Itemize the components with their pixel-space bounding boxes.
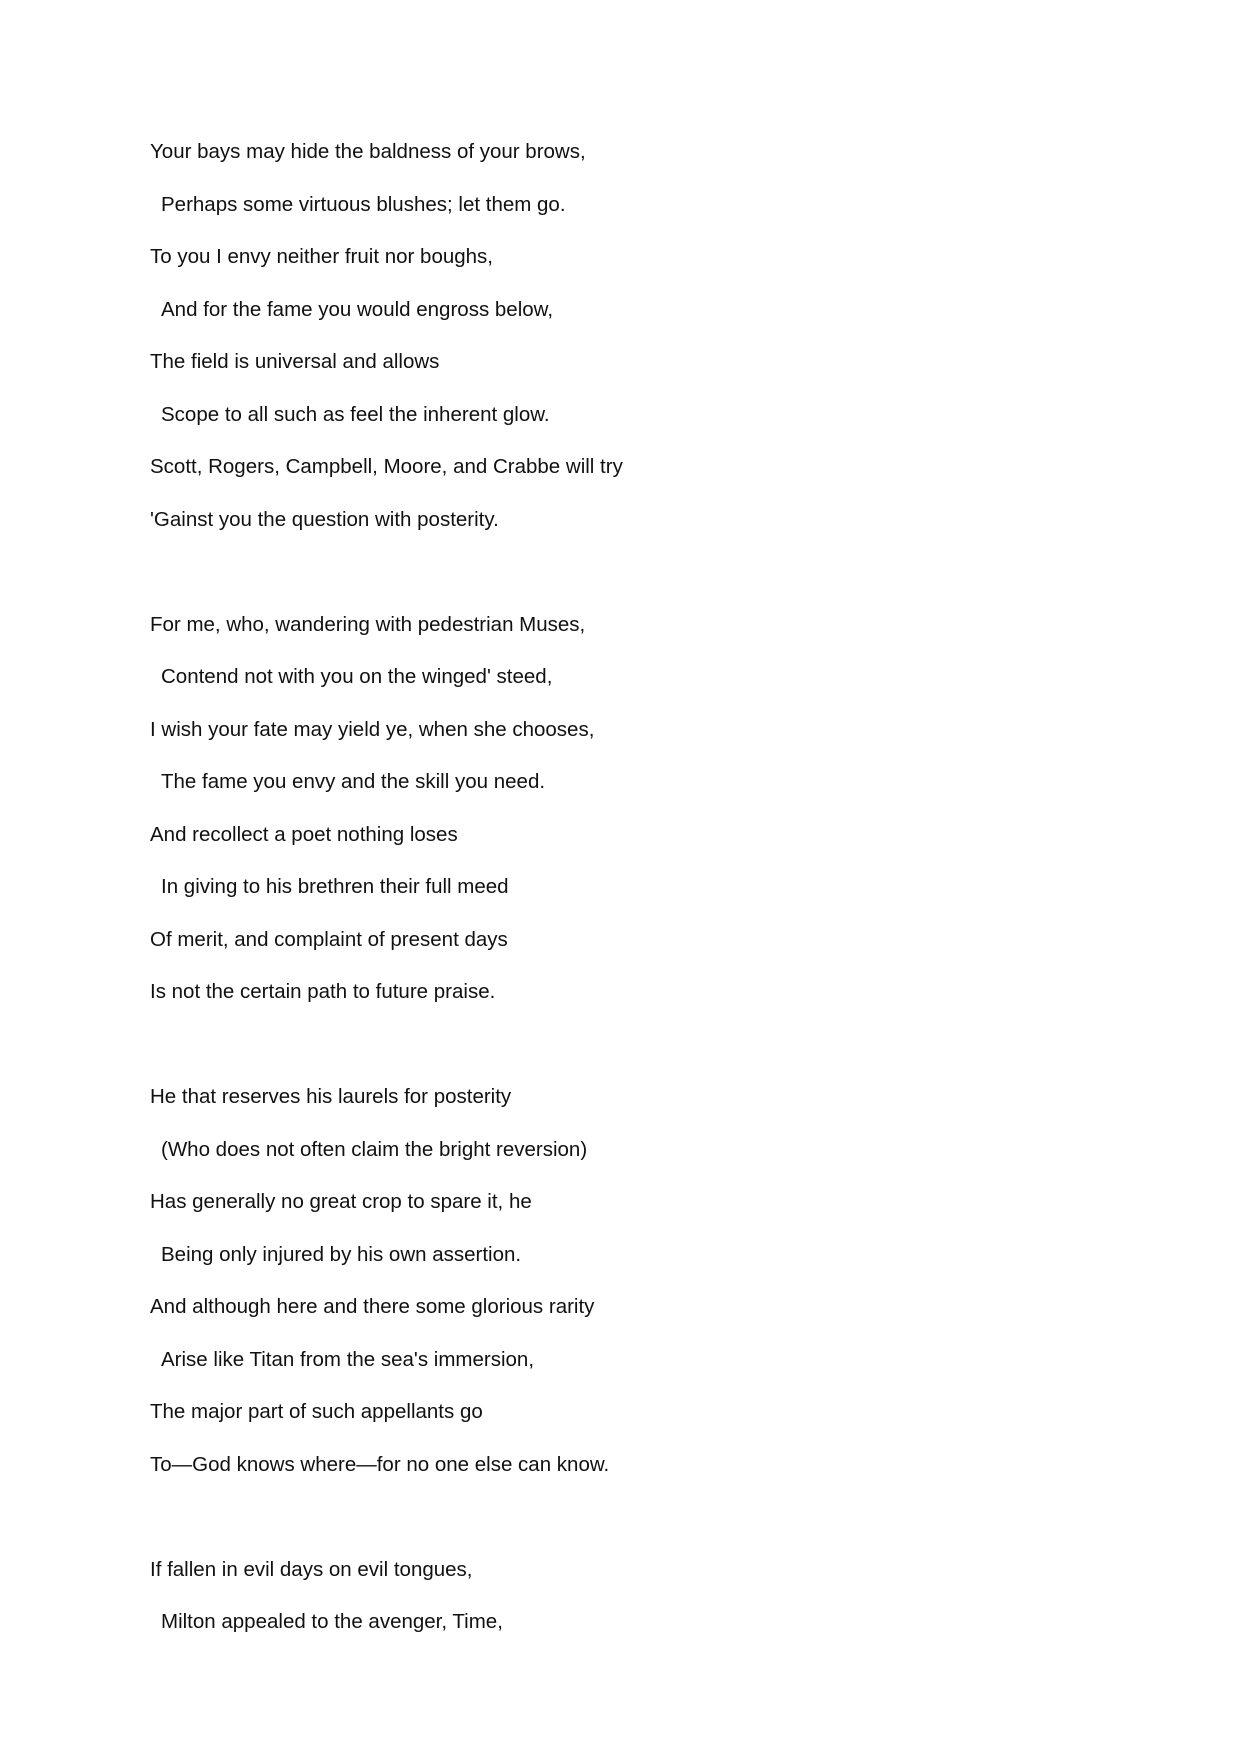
poem-line: For me, who, wandering with pedestrian Muses, [150, 612, 586, 636]
poem-line: Scope to all such as feel the inherent glow. [161, 402, 550, 426]
poem-line: Has generally no great crop to spare it, he [150, 1190, 532, 1213]
poem-line: Contend not with you on the winged' steed, [161, 665, 553, 688]
poem-line: I wish your fate may yield ye, when she chooses, [150, 717, 595, 741]
poem-line: The fame you envy and the skill you need. [161, 770, 546, 793]
stanza-4 [150, 1556, 1050, 1661]
poem-line: Your bays may hide the baldness of your brows, [150, 140, 586, 163]
poem-body [150, 138, 1050, 1713]
poem-line: He that reserves his laurels for posterity [150, 1085, 512, 1108]
poem-line: 'Gainst you the question with posterity. [150, 507, 499, 531]
stanza-3 [150, 1083, 1050, 1503]
poem-line: To—God knows where—for no one else can know. [150, 1452, 610, 1476]
poem-line: Scott, Rogers, Campbell, Moore, and Crabbe will try [150, 455, 623, 478]
poem-line: In giving to his brethren their full meed [161, 875, 509, 898]
poem-line: Being only injured by his own assertion. [161, 1242, 522, 1266]
poem-line: The major part of such appellants go [150, 1400, 483, 1423]
poem-line: And although here and there some glorious rarity [150, 1295, 595, 1318]
poem-line: And recollect a poet nothing loses [150, 822, 458, 846]
poem-line: (Who does not often claim the bright reversion) [161, 1137, 588, 1161]
poem-line: Arise like Titan from the sea's immersion, [161, 1347, 535, 1371]
poem-line: Perhaps some virtuous blushes; let them go. [161, 192, 566, 216]
poem-line: The field is universal and allows [150, 350, 440, 373]
poem-line: To you I envy neither fruit nor boughs, [150, 245, 494, 268]
stanza-2 [150, 611, 1050, 1031]
poem-line: Is not the certain path to future praise. [150, 980, 496, 1003]
poem-line: Of merit, and complaint of present days [150, 927, 508, 951]
poem-line: Milton appealed to the avenger, Time, [161, 1610, 503, 1633]
poem-line: And for the fame you would engross below, [161, 297, 554, 321]
poem-line: If fallen in evil days on evil tongues, [150, 1557, 473, 1581]
stanza-1 [150, 138, 1050, 558]
